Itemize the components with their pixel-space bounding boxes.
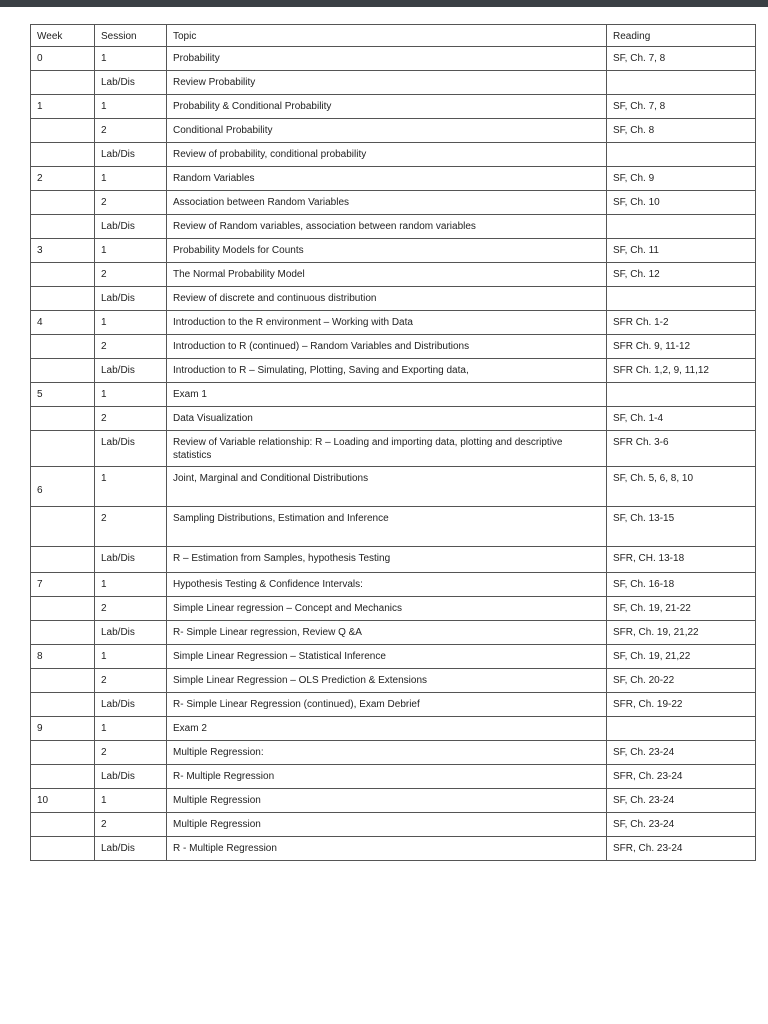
table-row bbox=[31, 359, 756, 383]
table-row bbox=[31, 573, 756, 597]
session-cell: 1 bbox=[95, 467, 167, 507]
reading-cell bbox=[607, 383, 756, 407]
reading-cell: SF, Ch. 13-15 bbox=[607, 507, 756, 547]
topic-cell: Exam 2 bbox=[167, 717, 607, 741]
topic-cell: Review Probability bbox=[167, 71, 607, 95]
reading-cell: SF, Ch. 9 bbox=[607, 167, 756, 191]
reading-cell: SF, Ch. 7, 8 bbox=[607, 47, 756, 71]
session-cell: 1 bbox=[95, 645, 167, 669]
reading-cell: SFR, Ch. 19, 21,22 bbox=[607, 621, 756, 645]
session-cell: 2 bbox=[95, 191, 167, 215]
table-row bbox=[31, 765, 756, 789]
table-row bbox=[31, 287, 756, 311]
week-cell bbox=[31, 813, 95, 837]
table-row bbox=[31, 311, 756, 335]
table-row bbox=[31, 789, 756, 813]
reading-cell: SF, Ch. 11 bbox=[607, 239, 756, 263]
topic-cell: Exam 1 bbox=[167, 383, 607, 407]
table-row bbox=[31, 143, 756, 167]
session-cell: 2 bbox=[95, 669, 167, 693]
table-row bbox=[31, 507, 756, 547]
session-cell: 2 bbox=[95, 741, 167, 765]
session-cell: 1 bbox=[95, 95, 167, 119]
reading-cell: SF, Ch. 1-4 bbox=[607, 407, 756, 431]
session-cell: 2 bbox=[95, 597, 167, 621]
reading-cell bbox=[607, 143, 756, 167]
session-cell: Lab/Dis bbox=[95, 765, 167, 789]
table-row bbox=[31, 837, 756, 861]
topic-cell: Association between Random Variables bbox=[167, 191, 607, 215]
topic-cell: Probability bbox=[167, 47, 607, 71]
week-cell bbox=[31, 669, 95, 693]
topic-cell: Introduction to the R environment – Working with Data bbox=[167, 311, 607, 335]
table-row bbox=[31, 191, 756, 215]
table-row bbox=[31, 621, 756, 645]
topic-cell: Multiple Regression bbox=[167, 813, 607, 837]
table-row bbox=[31, 239, 756, 263]
reading-cell: SFR, CH. 13-18 bbox=[607, 547, 756, 573]
week-cell: 9 bbox=[31, 717, 95, 741]
reading-cell: SFR, Ch. 19-22 bbox=[607, 693, 756, 717]
week-cell bbox=[31, 407, 95, 431]
topic-cell: Multiple Regression bbox=[167, 789, 607, 813]
week-cell: 8 bbox=[31, 645, 95, 669]
table-row bbox=[31, 431, 756, 467]
session-cell: Lab/Dis bbox=[95, 547, 167, 573]
week-cell bbox=[31, 191, 95, 215]
session-cell: 2 bbox=[95, 507, 167, 547]
session-cell: Lab/Dis bbox=[95, 287, 167, 311]
table-row bbox=[31, 547, 756, 573]
reading-cell: SF, Ch. 20-22 bbox=[607, 669, 756, 693]
session-cell: 1 bbox=[95, 789, 167, 813]
reading-cell: SF, Ch. 10 bbox=[607, 191, 756, 215]
session-cell: 1 bbox=[95, 47, 167, 71]
top-bar bbox=[0, 0, 768, 7]
session-cell: Lab/Dis bbox=[95, 431, 167, 467]
week-cell bbox=[31, 741, 95, 765]
week-cell: 10 bbox=[31, 789, 95, 813]
session-cell: Lab/Dis bbox=[95, 621, 167, 645]
topic-cell: Simple Linear Regression – OLS Prediction & Extensions bbox=[167, 669, 607, 693]
reading-header: Reading bbox=[607, 25, 756, 47]
topic-cell: R – Estimation from Samples, hypothesis Testing bbox=[167, 547, 607, 573]
week-header: Week bbox=[31, 25, 95, 47]
reading-cell: SFR Ch. 1-2 bbox=[607, 311, 756, 335]
reading-cell bbox=[607, 71, 756, 95]
table-row bbox=[31, 215, 756, 239]
table-row bbox=[31, 71, 756, 95]
week-cell bbox=[31, 547, 95, 573]
week-cell: 2 bbox=[31, 167, 95, 191]
reading-cell: SFR Ch. 1,2, 9, 11,12 bbox=[607, 359, 756, 383]
topic-cell: Review of discrete and continuous distribution bbox=[167, 287, 607, 311]
topic-cell: Introduction to R (continued) – Random Variables and Distributions bbox=[167, 335, 607, 359]
table-row bbox=[31, 597, 756, 621]
week-cell bbox=[31, 621, 95, 645]
topic-cell: Introduction to R – Simulating, Plotting, Saving and Exporting data, bbox=[167, 359, 607, 383]
table-row bbox=[31, 263, 756, 287]
header-row bbox=[31, 25, 756, 47]
reading-cell: SF, Ch. 7, 8 bbox=[607, 95, 756, 119]
course-schedule-table bbox=[30, 24, 756, 861]
topic-cell: Simple Linear regression – Concept and Mechanics bbox=[167, 597, 607, 621]
session-cell: 1 bbox=[95, 311, 167, 335]
topic-cell: Multiple Regression: bbox=[167, 741, 607, 765]
table-row bbox=[31, 95, 756, 119]
reading-cell bbox=[607, 287, 756, 311]
week-cell: 1 bbox=[31, 95, 95, 119]
reading-cell: SF, Ch. 12 bbox=[607, 263, 756, 287]
session-cell: 1 bbox=[95, 167, 167, 191]
reading-cell: SF, Ch. 19, 21-22 bbox=[607, 597, 756, 621]
topic-cell: Probability Models for Counts bbox=[167, 239, 607, 263]
topic-cell: Sampling Distributions, Estimation and Inference bbox=[167, 507, 607, 547]
week-cell: 6 bbox=[31, 467, 95, 507]
table-row bbox=[31, 47, 756, 71]
reading-cell: SFR, Ch. 23-24 bbox=[607, 765, 756, 789]
session-cell: 2 bbox=[95, 119, 167, 143]
week-cell: 5 bbox=[31, 383, 95, 407]
session-cell: Lab/Dis bbox=[95, 837, 167, 861]
week-cell bbox=[31, 837, 95, 861]
topic-cell: R- Multiple Regression bbox=[167, 765, 607, 789]
session-header: Session bbox=[95, 25, 167, 47]
week-cell bbox=[31, 71, 95, 95]
reading-cell: SF, Ch. 8 bbox=[607, 119, 756, 143]
table-row bbox=[31, 167, 756, 191]
reading-cell bbox=[607, 215, 756, 239]
week-cell bbox=[31, 693, 95, 717]
reading-cell bbox=[607, 717, 756, 741]
topic-cell: Hypothesis Testing & Confidence Intervals: bbox=[167, 573, 607, 597]
week-cell: 4 bbox=[31, 311, 95, 335]
session-cell: 2 bbox=[95, 263, 167, 287]
topic-header: Topic bbox=[167, 25, 607, 47]
session-cell: 1 bbox=[95, 717, 167, 741]
topic-cell: Review of Variable relationship: R – Loading and importing data, plotting and descriptive statistics bbox=[167, 431, 607, 467]
table-row bbox=[31, 813, 756, 837]
session-cell: Lab/Dis bbox=[95, 693, 167, 717]
session-cell: Lab/Dis bbox=[95, 71, 167, 95]
table-row bbox=[31, 693, 756, 717]
topic-cell: Random Variables bbox=[167, 167, 607, 191]
reading-cell: SF, Ch. 23-24 bbox=[607, 789, 756, 813]
topic-cell: Data Visualization bbox=[167, 407, 607, 431]
week-cell bbox=[31, 215, 95, 239]
topic-cell: Review of Random variables, association between random variables bbox=[167, 215, 607, 239]
topic-cell: R- Simple Linear Regression (continued), Exam Debrief bbox=[167, 693, 607, 717]
session-cell: Lab/Dis bbox=[95, 143, 167, 167]
table-row bbox=[31, 467, 756, 507]
reading-cell: SF, Ch. 5, 6, 8, 10 bbox=[607, 467, 756, 507]
week-cell bbox=[31, 143, 95, 167]
session-cell: 1 bbox=[95, 383, 167, 407]
reading-cell: SF, Ch. 23-24 bbox=[607, 813, 756, 837]
session-cell: 2 bbox=[95, 813, 167, 837]
reading-cell: SFR Ch. 3-6 bbox=[607, 431, 756, 467]
topic-cell: Probability & Conditional Probability bbox=[167, 95, 607, 119]
week-cell: 3 bbox=[31, 239, 95, 263]
week-cell bbox=[31, 597, 95, 621]
week-cell bbox=[31, 335, 95, 359]
week-cell bbox=[31, 119, 95, 143]
session-cell: 2 bbox=[95, 407, 167, 431]
table-row bbox=[31, 407, 756, 431]
week-cell bbox=[31, 765, 95, 789]
table-row bbox=[31, 383, 756, 407]
topic-cell: R - Multiple Regression bbox=[167, 837, 607, 861]
week-cell bbox=[31, 431, 95, 467]
table-row bbox=[31, 119, 756, 143]
session-cell: Lab/Dis bbox=[95, 215, 167, 239]
topic-cell: Conditional Probability bbox=[167, 119, 607, 143]
week-cell bbox=[31, 263, 95, 287]
reading-cell: SF, Ch. 19, 21,22 bbox=[607, 645, 756, 669]
reading-cell: SF, Ch. 23-24 bbox=[607, 741, 756, 765]
topic-cell: R- Simple Linear regression, Review Q &A bbox=[167, 621, 607, 645]
table-row bbox=[31, 669, 756, 693]
table-row bbox=[31, 741, 756, 765]
week-cell: 7 bbox=[31, 573, 95, 597]
schedule-body bbox=[31, 47, 756, 861]
topic-cell: Joint, Marginal and Conditional Distributions bbox=[167, 467, 607, 507]
reading-cell: SF, Ch. 16-18 bbox=[607, 573, 756, 597]
week-cell bbox=[31, 507, 95, 547]
week-cell bbox=[31, 359, 95, 383]
session-cell: 1 bbox=[95, 573, 167, 597]
table-row bbox=[31, 645, 756, 669]
reading-cell: SFR, Ch. 23-24 bbox=[607, 837, 756, 861]
topic-cell: The Normal Probability Model bbox=[167, 263, 607, 287]
table-row bbox=[31, 717, 756, 741]
session-cell: 1 bbox=[95, 239, 167, 263]
table-row bbox=[31, 335, 756, 359]
session-cell: 2 bbox=[95, 335, 167, 359]
topic-cell: Review of probability, conditional probability bbox=[167, 143, 607, 167]
reading-cell: SFR Ch. 9, 11-12 bbox=[607, 335, 756, 359]
week-cell: 0 bbox=[31, 47, 95, 71]
session-cell: Lab/Dis bbox=[95, 359, 167, 383]
week-cell bbox=[31, 287, 95, 311]
topic-cell: Simple Linear Regression – Statistical Inference bbox=[167, 645, 607, 669]
